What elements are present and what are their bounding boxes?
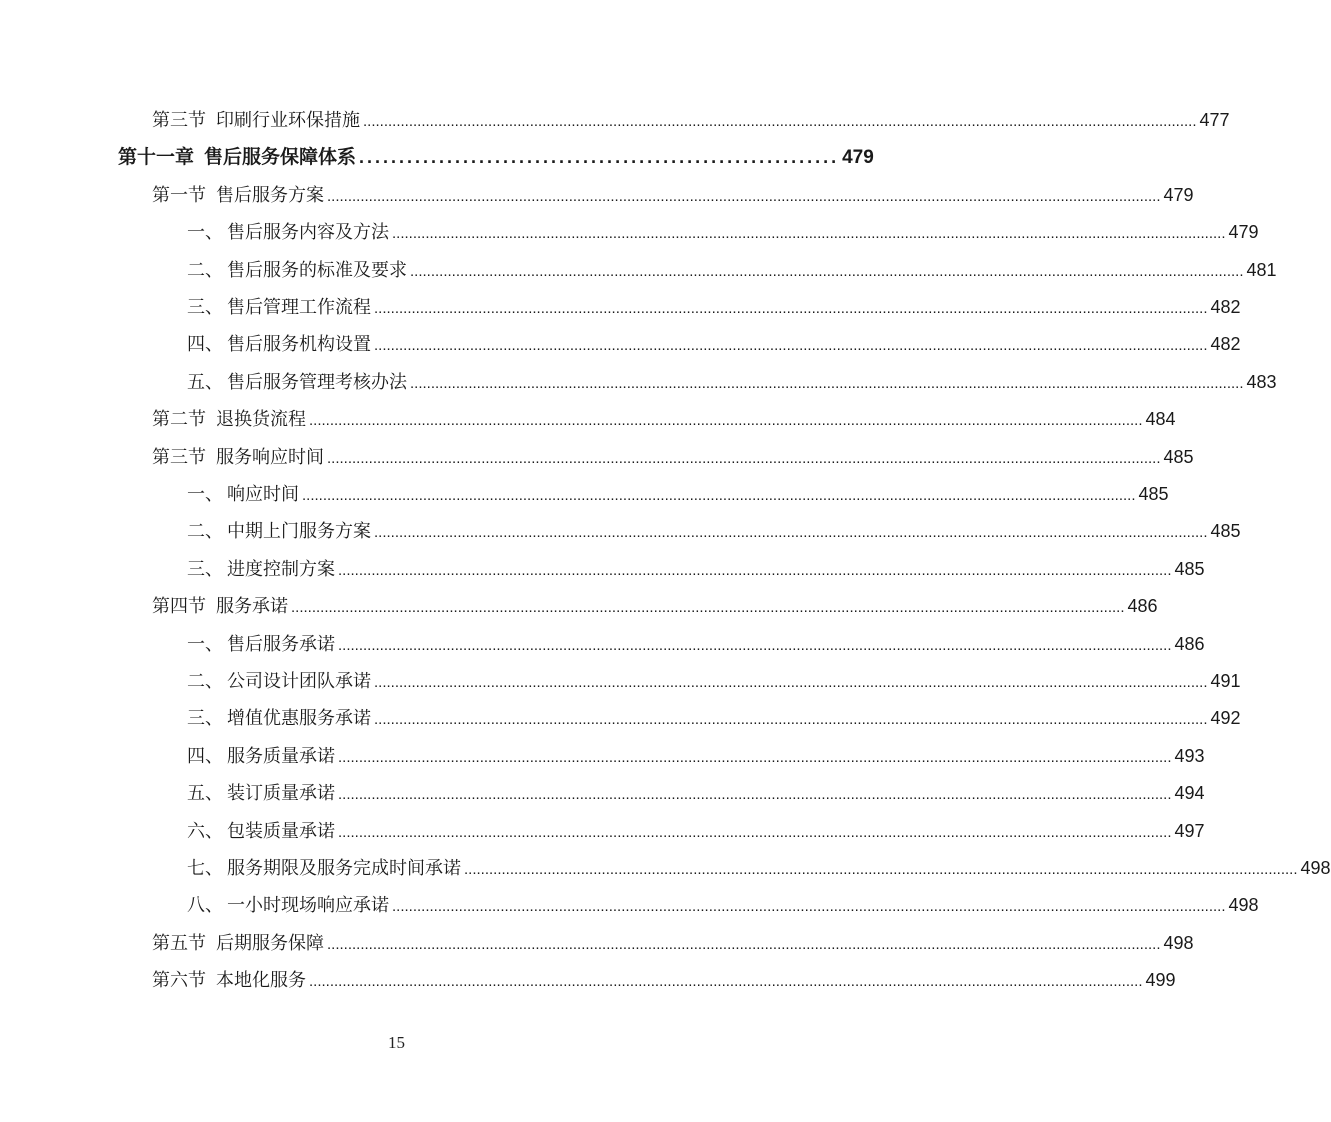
toc-leader-dots: ........................................................................................................................................................................................................ (291, 599, 1125, 617)
toc-entry[interactable] (187, 516, 1241, 546)
toc-entry-title: 公司设计团队承诺 (227, 671, 371, 692)
toc-entry[interactable] (187, 479, 1169, 509)
toc-entry-title: 售后服务管理考核办法 (227, 371, 407, 393)
toc-leader-dots: ........................................................................................................................................................................................................ (327, 187, 1161, 205)
toc-entry[interactable] (187, 816, 1205, 846)
toc-entry-label (152, 443, 324, 473)
toc-entry-title: 售后服务机构设置 (227, 334, 371, 356)
toc-entry[interactable] (152, 591, 1158, 621)
toc-entry-number: 六、 (187, 820, 223, 842)
toc-entry-number: 第十一章 (118, 146, 195, 169)
toc-entry[interactable] (187, 367, 1277, 397)
toc-entry-title: 本地化服务 (216, 970, 306, 992)
toc-entry[interactable] (152, 442, 1194, 472)
toc-entry-number: 一、 (187, 222, 223, 244)
toc-entry-page: 485 (1210, 521, 1241, 542)
toc-entry-page: 483 (1246, 371, 1277, 392)
toc-entry-title: 增值优惠服务承诺 (227, 708, 371, 730)
toc-leader-dots: ........................................................................................................................................................................................................ (464, 861, 1298, 878)
toc-entry-number: 二、 (187, 521, 223, 543)
toc-entry-page: 485 (1163, 446, 1194, 467)
toc-entry-number: 五、 (187, 783, 223, 805)
toc-entry-title: 售后服务内容及方法 (227, 222, 389, 244)
toc-entry-page: 492 (1210, 708, 1241, 729)
toc-entry-label (152, 106, 360, 136)
toc-leader-dots: ........................................................................................................................................................................................................ (374, 711, 1208, 729)
toc-entry[interactable] (118, 142, 874, 172)
toc-entry-number: 七、 (187, 858, 223, 879)
toc-entry-title: 售后服务承诺 (227, 633, 335, 655)
toc-entry-page: 486 (1174, 633, 1205, 654)
toc-leader-dots: ........................................................................................................................................................................................................ (410, 374, 1244, 392)
toc-entry-label (187, 817, 335, 847)
toc-entry[interactable] (152, 105, 1230, 135)
toc-entry[interactable] (187, 255, 1277, 285)
toc-entry-page: 482 (1210, 297, 1241, 317)
toc-entry-page: 498 (1163, 932, 1194, 953)
toc-entry[interactable] (152, 180, 1194, 210)
toc-entry-title: 退换货流程 (216, 409, 306, 431)
toc-entry-page: 479 (1163, 184, 1194, 205)
toc-entry[interactable] (187, 629, 1205, 659)
toc-entry-label (152, 181, 324, 211)
toc-entry-label (187, 854, 461, 884)
toc-entry-number: 第三节 (152, 446, 206, 468)
toc-entry-page: 482 (1210, 334, 1241, 355)
toc-leader-dots: ........................................................................................................................................................................................................ (338, 786, 1172, 804)
toc-leader-dots: ........................................................................................................................................................................................................ (327, 449, 1161, 467)
toc-entry-page: 481 (1246, 259, 1277, 280)
toc-leader-dots: ........................................................................................................................................................................................................ (363, 113, 1197, 130)
toc-entry-label (187, 742, 335, 772)
toc-entry-title: 售后服务保障体系 (204, 146, 357, 169)
toc-entry[interactable] (187, 703, 1241, 733)
toc-entry-title: 中期上门服务方案 (227, 521, 371, 543)
toc-entry-page: 479 (842, 147, 874, 169)
toc-leader-dots: ............................................................ (359, 147, 840, 168)
toc-entry-label (187, 779, 335, 809)
toc-entry-number: 二、 (187, 259, 223, 281)
toc-entry-title: 后期服务保障 (216, 932, 324, 954)
toc-entry-label (187, 480, 299, 510)
toc-entry-label (187, 293, 371, 323)
toc-entry-page: 493 (1174, 745, 1205, 766)
toc-entry-number: 二、 (187, 671, 223, 692)
toc-entry-label (187, 517, 371, 547)
toc-leader-dots: ........................................................................................................................................................................................................ (374, 674, 1208, 691)
toc-entry-label (152, 405, 306, 435)
toc-entry-number: 第六节 (152, 970, 206, 992)
toc-entry-number: 第四节 (152, 596, 206, 618)
toc-entry-label (152, 592, 288, 622)
toc-leader-dots: ........................................................................................................................................................................................................ (374, 524, 1208, 542)
toc-leader-dots: ........................................................................................................................................................................................................ (309, 973, 1143, 991)
toc-entry-page: 499 (1145, 970, 1176, 991)
toc-entry-number: 一、 (187, 633, 223, 655)
toc-entry-page: 494 (1174, 783, 1205, 804)
toc-entry-page: 485 (1174, 558, 1205, 579)
toc-entry-title: 包装质量承诺 (227, 820, 335, 842)
toc-entry-title: 服务承诺 (216, 596, 288, 618)
toc-entry-title: 进度控制方案 (227, 558, 335, 580)
toc-leader-dots: ........................................................................................................................................................................................................ (338, 823, 1172, 841)
toc-entry-title: 售后服务方案 (216, 184, 324, 206)
toc-leader-dots: ........................................................................................................................................................................................................ (338, 561, 1172, 579)
toc-entry-number: 第三节 (152, 110, 206, 131)
toc-entry[interactable] (187, 329, 1241, 359)
toc-entry[interactable] (152, 965, 1176, 995)
toc-entry-number: 八、 (187, 895, 223, 917)
toc-entry[interactable] (187, 778, 1205, 808)
toc-entry-label (187, 891, 389, 921)
toc-leader-dots: ........................................................................................................................................................................................................ (374, 300, 1208, 317)
toc-entry-title: 售后管理工作流程 (227, 297, 371, 318)
toc-entry-label (187, 630, 335, 660)
toc-entry-number: 三、 (187, 297, 223, 318)
toc-entry-number: 四、 (187, 745, 223, 767)
toc-entry-label (187, 667, 371, 697)
toc-entry-page: 477 (1199, 110, 1230, 130)
toc-leader-dots: ........................................................................................................................................................................................................ (392, 898, 1226, 916)
toc-entry-number: 第二节 (152, 409, 206, 431)
toc-entry-label (187, 555, 335, 585)
toc-entry-title: 服务响应时间 (216, 446, 324, 468)
toc-entry-number: 四、 (187, 334, 223, 356)
toc-entry-label (187, 256, 407, 286)
toc-entry-page: 498 (1300, 858, 1331, 878)
toc-entry[interactable] (187, 554, 1205, 584)
toc-entry-number: 一、 (187, 484, 223, 505)
toc-entry[interactable] (187, 741, 1205, 771)
toc-entry-page: 479 (1228, 222, 1259, 243)
toc-entry-label (118, 142, 356, 172)
toc-entry[interactable] (187, 666, 1241, 696)
toc-entry-title: 服务期限及服务完成时间承诺 (227, 858, 461, 879)
toc-entry-page: 484 (1145, 409, 1176, 430)
toc-entry-title: 售后服务的标准及要求 (227, 259, 407, 281)
toc-entry-title: 响应时间 (227, 484, 299, 505)
toc-entry-number: 第五节 (152, 932, 206, 954)
toc-entry-number: 五、 (187, 371, 223, 393)
toc-entry-page: 485 (1138, 484, 1169, 504)
toc-entry-title: 装订质量承诺 (227, 783, 335, 805)
toc-leader-dots: ........................................................................................................................................................................................................ (302, 487, 1136, 504)
toc-leader-dots: ........................................................................................................................................................................................................ (338, 636, 1172, 654)
toc-entry[interactable] (187, 890, 1259, 920)
toc-entry[interactable] (187, 217, 1259, 247)
toc-entry-number: 第一节 (152, 184, 206, 206)
toc-entry-number: 三、 (187, 558, 223, 580)
toc-entry[interactable] (187, 292, 1241, 322)
toc-leader-dots: ........................................................................................................................................................................................................ (374, 337, 1208, 355)
toc-leader-dots: ........................................................................................................................................................................................................ (392, 225, 1226, 243)
toc-entry[interactable] (152, 404, 1176, 434)
toc-entry[interactable] (187, 853, 1331, 883)
toc-entry-page: 498 (1228, 895, 1259, 916)
toc-entry-label (152, 966, 306, 996)
toc-entry-title: 服务质量承诺 (227, 745, 335, 767)
toc-entry-label (187, 218, 389, 248)
toc-leader-dots: ........................................................................................................................................................................................................ (410, 262, 1244, 280)
toc-entry-label (187, 704, 371, 734)
toc-entry-label (152, 929, 324, 959)
toc-entry-page: 491 (1210, 671, 1241, 691)
toc-entry-title: 印刷行业环保措施 (216, 110, 360, 131)
toc-entry-label (187, 330, 371, 360)
toc-entry-page: 486 (1127, 596, 1158, 617)
toc-leader-dots: ........................................................................................................................................................................................................ (338, 748, 1172, 766)
toc-entry-label (187, 368, 407, 398)
toc-entry-number: 三、 (187, 708, 223, 730)
toc-entry[interactable] (152, 928, 1194, 958)
toc-leader-dots: ........................................................................................................................................................................................................ (327, 935, 1161, 953)
toc-entry-page: 497 (1174, 820, 1205, 841)
toc-leader-dots: ........................................................................................................................................................................................................ (309, 412, 1143, 430)
page-number: 15 (388, 1033, 405, 1052)
toc-entry-title: 一小时现场响应承诺 (227, 895, 389, 917)
